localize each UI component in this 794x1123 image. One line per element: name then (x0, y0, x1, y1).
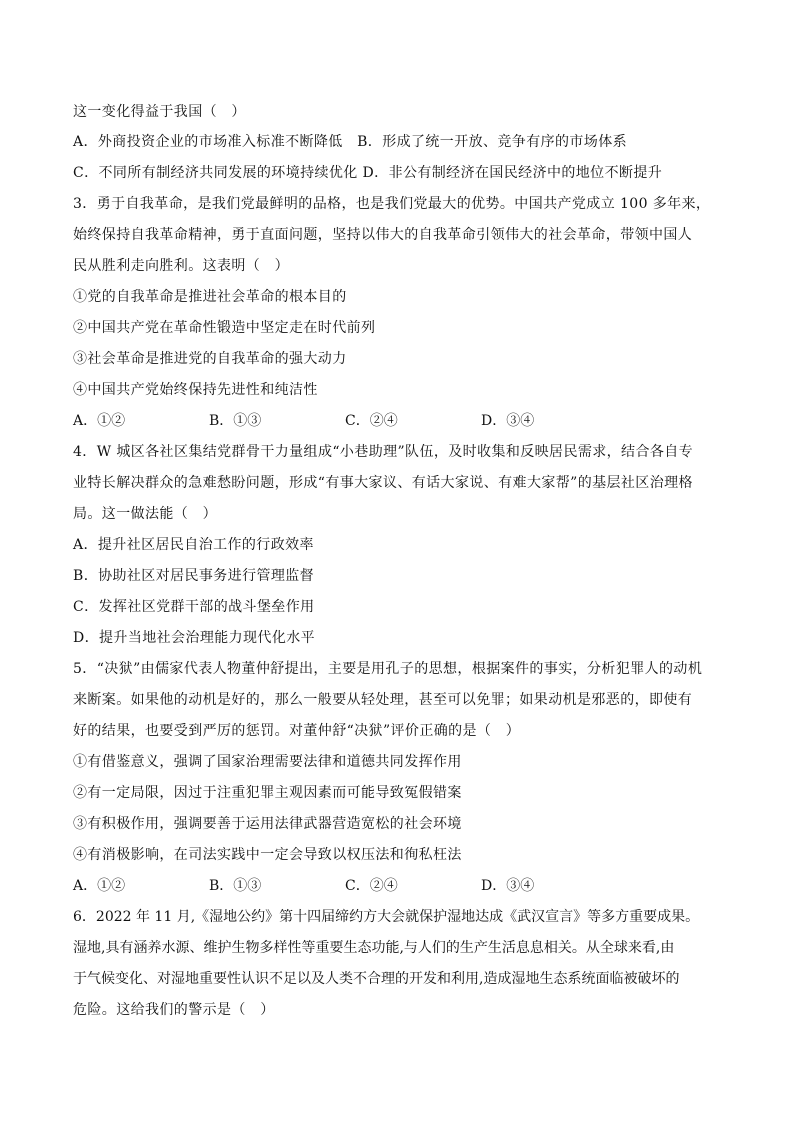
text-line: 民从胜利走向胜利。这表明（ ） (73, 258, 289, 274)
statement-2: ②有一定局限，因过于注重犯罪主观因素而可能导致冤假错案 (73, 785, 462, 801)
question-5-stem: 5．“决狱”由儒家代表人物董仲舒提出，主要是用孔子的思想，根据案件的事实，分析犯罪人的动机 (73, 661, 703, 677)
option-b: B．协助社区对居民事务进行管理监督 (73, 568, 315, 584)
text-line: 好的结果，也要受到严厉的惩罚。对董仲舒“决狱”评价正确的是（ ） (73, 723, 521, 739)
option-c: C．发挥社区党群干部的战斗堡垒作用 (73, 599, 315, 615)
option-d: D．③④ (481, 878, 535, 894)
option-a: A．①② (73, 413, 126, 429)
text-line: 湿地,具有涵养水源、维护生物多样性等重要生态功能,与人们的生产生活息息相关。从全球来看,由 (73, 940, 675, 956)
statement-2: ②中国共产党在革命性锻造中坚定走在时代前列 (73, 320, 376, 336)
question-5-options (73, 876, 534, 896)
statement-4: ④中国共产党始终保持先进性和纯洁性 (73, 382, 318, 398)
question-3-options (73, 411, 534, 431)
option-b: B．①③ (209, 878, 262, 894)
option-c: C．②④ (345, 878, 398, 894)
option-c: C．②④ (345, 413, 398, 429)
option-d: D．提升当地社会治理能力现代化水平 (73, 630, 316, 646)
option-b: B．①③ (209, 413, 262, 429)
statement-4: ④有消极影响，在司法实践中一定会导致以权压法和徇私枉法 (73, 847, 462, 863)
option-a: A．提升社区居民自治工作的行政效率 (73, 537, 314, 553)
text-line: 局。这一做法能（ ） (73, 506, 217, 522)
question-3-stem: 3．勇于自我革命，是我们党最鲜明的品格，也是我们党最大的优势。中国共产党成立 100 多年来， (73, 196, 711, 212)
text-line: C．不同所有制经济共同发展的环境持续优化 D．非公有制经济在国民经济中的地位不断提升 (73, 165, 663, 181)
text-line: 始终保持自我革命精神，勇于直面问题，坚持以伟大的自我革命引领伟大的社会革命，带领中国人 (73, 227, 693, 243)
statement-3: ③有积极作用，强调要善于运用法律武器营造宽松的社会环境 (73, 816, 462, 832)
text-line: 业特长解决群众的急难愁盼问题，形成“有事大家议、有话大家说、有难大家帮”的基层社区治理格 (73, 475, 693, 491)
text-line: 这一变化得益于我国（ ） (73, 104, 246, 120)
text-line: 来断案。如果他的动机是好的，那么一般要从轻处理，甚至可以免罪；如果动机是邪恶的，即使有 (73, 692, 693, 708)
question-4-stem: 4．W 城区各社区集结党群骨干力量组成“小巷助理”队伍，及时收集和反映居民需求，结合各自专 (73, 444, 694, 460)
question-6-stem: 6．2022 年 11 月,《湿地公约》第十四届缔约方大会就保护湿地达成《武汉宣言》等多方重要成果。 (73, 909, 700, 925)
statement-1: ①有借鉴意义，强调了国家治理需要法律和道德共同发挥作用 (73, 754, 462, 770)
option-d: D．③④ (481, 413, 535, 429)
text-line: 危险。这给我们的警示是（ ） (73, 1002, 275, 1018)
statement-1: ①党的自我革命是推进社会革命的根本目的 (73, 289, 347, 305)
option-a: A．①② (73, 878, 126, 894)
text-line: A．外商投资企业的市场准入标准不断降低 B．形成了统一开放、竞争有序的市场体系 (73, 134, 627, 150)
text-line: 于气候变化、对湿地重要性认识不足以及人类不合理的开发和利用,造成湿地生态系统面临被破坏的 (73, 971, 680, 987)
statement-3: ③社会革命是推进党的自我革命的强大动力 (73, 351, 347, 367)
